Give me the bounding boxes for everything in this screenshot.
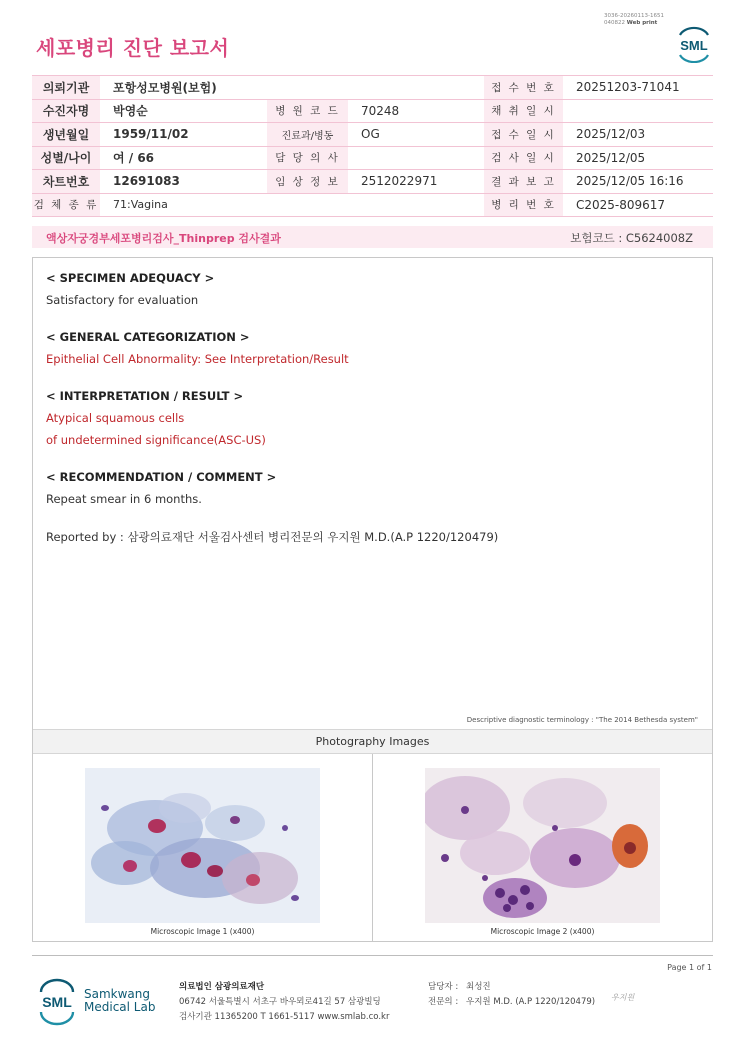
print-id [604, 13, 664, 26]
microscopic-image-1 [85, 768, 320, 923]
sex-age-value: 여 / 66 [100, 146, 267, 170]
brand-line2: Medical Lab [84, 1000, 156, 1014]
reported-by: Reported by : 삼광의료재단 서울검사센터 병리전문의 우지원 M.D.(A.P 1220/120479) [46, 530, 499, 544]
org-info [179, 980, 389, 1025]
cytology-image-1-icon [85, 768, 320, 923]
image-caption-2: Microscopic Image 2 (x400) [490, 927, 595, 936]
dept-value: OG [348, 123, 484, 147]
microscopic-image-2 [425, 768, 660, 923]
interpretation-line1: Atypical squamous cells [46, 411, 185, 425]
doctor-value [348, 146, 484, 170]
manager-value: 최성진 [466, 982, 491, 992]
chart-no-value: 12691083 [100, 170, 267, 194]
sml-logo-text: SML [680, 38, 708, 53]
test-date-value: 2025/12/05 [563, 146, 713, 170]
specimen-label: 검 체 종 류 [32, 193, 100, 217]
signature: 우지원 [611, 993, 635, 1002]
category-text: Epithelial Cell Abnormality: See Interpretation/Result [46, 352, 349, 366]
category-heading: < GENERAL CATEGORIZATION > [46, 330, 250, 344]
path-no-value: C2025-809617 [563, 193, 713, 217]
table-row [32, 99, 713, 123]
table-row [32, 76, 713, 100]
collect-date-value [563, 99, 713, 123]
request-org-label: 의뢰기관 [32, 76, 100, 100]
report-date-value: 2025/12/05 16:16 [563, 170, 713, 194]
page-number: Page 1 of 1 [667, 963, 712, 972]
patient-info-table [32, 75, 713, 217]
dept-label: 진료과/병동 [267, 123, 348, 147]
path-no-label: 병 리 번 호 [484, 193, 563, 217]
report-date-label: 결 과 보 고 [484, 170, 563, 194]
print-id-line1: 3036-20260113-1651 [604, 13, 664, 19]
image-caption-1: Microscopic Image 1 (x400) [150, 927, 255, 936]
table-row [32, 193, 713, 217]
table-row [32, 123, 713, 147]
print-id-line2: 040822 Web print [604, 19, 658, 26]
adequacy-text: Satisfactory for evaluation [46, 293, 199, 307]
specialist-label: 전문의 : [428, 997, 459, 1007]
test-date-label: 검 사 일 시 [484, 146, 563, 170]
dob-label: 생년월일 [32, 123, 100, 147]
chart-no-label: 차트번호 [32, 170, 100, 194]
sml-footer-logo-text: SML [42, 994, 72, 1010]
terminology-note: Descriptive diagnostic terminology : "The 2014 Bethesda system" [466, 716, 698, 724]
org-name: 의료법인 삼광의료재단 [179, 982, 265, 992]
org-address: 06742 서울특별시 서초구 바우뫼로41길 57 삼광빌딩 [179, 997, 381, 1007]
table-row [32, 170, 713, 194]
clinical-info-value: 2512022971 [348, 170, 484, 194]
org-contact: 검사기관 11365200 T 1661-5117 www.smlab.co.kr [179, 1012, 390, 1022]
footer-divider [32, 955, 713, 956]
exam-name: 액상자궁경부세포병리검사_Thinprep 검사결과 [46, 232, 281, 245]
recommendation-heading: < RECOMMENDATION / COMMENT > [46, 470, 277, 484]
sex-age-label: 성별/나이 [32, 146, 100, 170]
hosp-code-value: 70248 [348, 99, 484, 123]
insurance-code: 보험코드 : C5624008Z [570, 231, 693, 245]
request-org-value: 포항성모병원(보험) [100, 76, 484, 100]
cytology-image-2-icon [425, 768, 660, 923]
adequacy-heading: < SPECIMEN ADEQUACY > [46, 271, 215, 285]
collect-date-label: 채 취 일 시 [484, 99, 563, 123]
manager-label: 담당자 : [428, 982, 459, 992]
exam-bar [32, 226, 713, 248]
receipt-date-value: 2025/12/03 [563, 123, 713, 147]
specimen-value: 71:Vagina [100, 193, 484, 217]
patient-name-value: 박영순 [100, 99, 267, 123]
photo-divider [372, 754, 373, 942]
interpretation-heading: < INTERPRETATION / RESULT > [46, 389, 244, 403]
interpretation-line2: of undetermined significance(ASC-US) [46, 433, 266, 447]
clinical-info-label: 임 상 정 보 [267, 170, 348, 194]
dob-value: 1959/11/02 [100, 123, 267, 147]
specialist-value: 우지원 M.D. (A.P 1220/120479) [466, 997, 596, 1007]
brand-line1: Samkwang [84, 987, 150, 1001]
patient-name-label: 수진자명 [32, 99, 100, 123]
receipt-date-label: 접 수 일 시 [484, 123, 563, 147]
photography-header: Photography Images [33, 729, 712, 754]
staff-info [428, 980, 595, 1010]
recommendation-text: Repeat smear in 6 months. [46, 492, 202, 506]
table-row [32, 146, 713, 170]
receipt-no-value: 20251203-71041 [563, 76, 713, 100]
brand-name [84, 988, 155, 1014]
hosp-code-label: 병 원 코 드 [267, 99, 348, 123]
page-title: 세포병리 진단 보고서 [36, 36, 230, 60]
receipt-no-label: 접 수 번 호 [484, 76, 563, 100]
sml-logo-icon [674, 25, 714, 63]
sml-footer-logo-icon [36, 978, 78, 1026]
report-body [32, 257, 713, 942]
doctor-label: 담 당 의 사 [267, 146, 348, 170]
